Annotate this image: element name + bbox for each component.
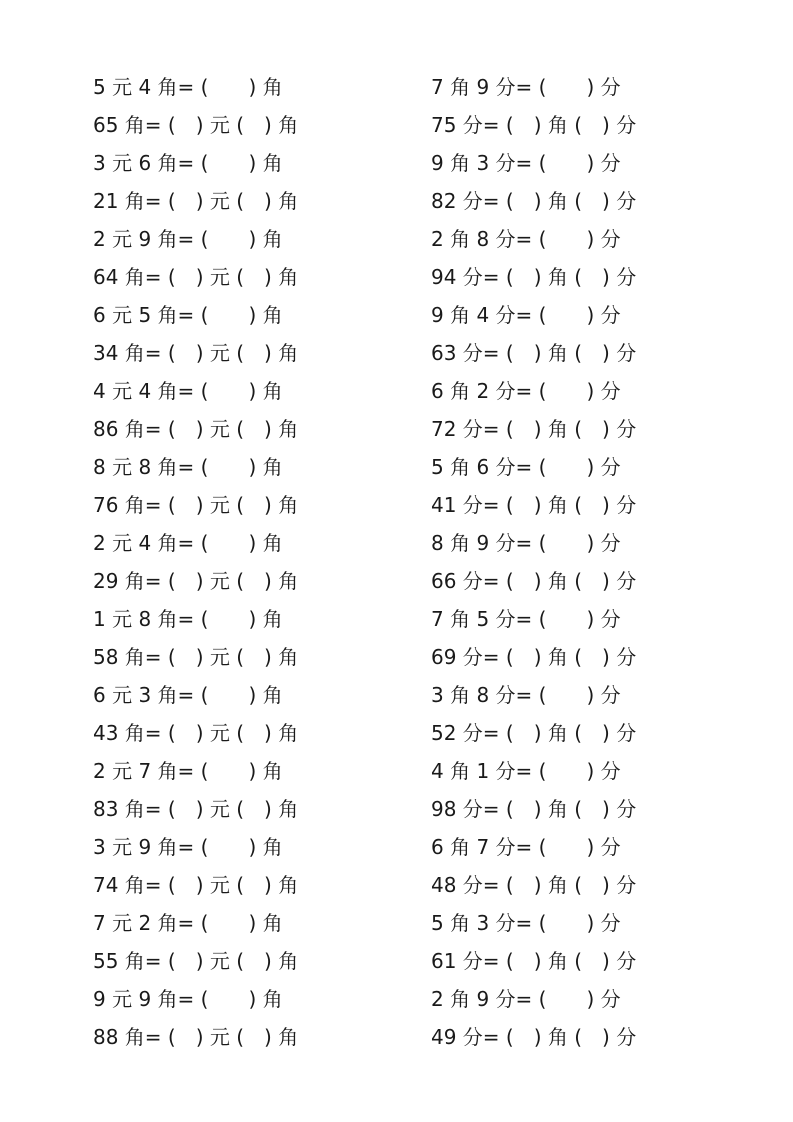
right-problem-column: [431, 68, 636, 1056]
problem-right-10: 72 分= ( ) 角 ( ) 分: [431, 417, 637, 441]
problem-right-1: 7 角 9 分= ( ) 分: [431, 75, 621, 99]
problem-right-24: 61 分= ( ) 角 ( ) 分: [431, 949, 637, 973]
left-problem-column: [93, 68, 298, 1056]
problem-left-23: 7 元 2 角= ( ) 角: [93, 911, 283, 935]
problem-left-22: 74 角= ( ) 元 ( ) 角: [93, 873, 299, 897]
problem-left-11: 8 元 8 角= ( ) 角: [93, 455, 283, 479]
problem-right-18: 52 分= ( ) 角 ( ) 分: [431, 721, 637, 745]
problem-left-10: 86 角= ( ) 元 ( ) 角: [93, 417, 299, 441]
problem-left-3: 3 元 6 角= ( ) 角: [93, 151, 283, 175]
problem-right-11: 5 角 6 分= ( ) 分: [431, 455, 621, 479]
problem-left-5: 2 元 9 角= ( ) 角: [93, 227, 283, 251]
problem-right-3: 9 角 3 分= ( ) 分: [431, 151, 621, 175]
problem-left-9: 4 元 4 角= ( ) 角: [93, 379, 283, 403]
problem-right-15: 7 角 5 分= ( ) 分: [431, 607, 621, 631]
problem-left-13: 2 元 4 角= ( ) 角: [93, 531, 283, 555]
problem-left-26: 88 角= ( ) 元 ( ) 角: [93, 1025, 299, 1049]
problem-right-7: 9 角 4 分= ( ) 分: [431, 303, 621, 327]
problem-right-16: 69 分= ( ) 角 ( ) 分: [431, 645, 637, 669]
problem-left-15: 1 元 8 角= ( ) 角: [93, 607, 283, 631]
problem-right-23: 5 角 3 分= ( ) 分: [431, 911, 621, 935]
problem-left-12: 76 角= ( ) 元 ( ) 角: [93, 493, 299, 517]
problem-right-9: 6 角 2 分= ( ) 分: [431, 379, 621, 403]
problem-right-26: 49 分= ( ) 角 ( ) 分: [431, 1025, 637, 1049]
problem-right-4: 82 分= ( ) 角 ( ) 分: [431, 189, 637, 213]
problem-right-19: 4 角 1 分= ( ) 分: [431, 759, 621, 783]
problem-left-8: 34 角= ( ) 元 ( ) 角: [93, 341, 299, 365]
problem-left-20: 83 角= ( ) 元 ( ) 角: [93, 797, 299, 821]
problem-left-7: 6 元 5 角= ( ) 角: [93, 303, 283, 327]
problem-right-21: 6 角 7 分= ( ) 分: [431, 835, 621, 859]
problem-left-14: 29 角= ( ) 元 ( ) 角: [93, 569, 299, 593]
problem-right-6: 94 分= ( ) 角 ( ) 分: [431, 265, 637, 289]
problem-left-1: 5 元 4 角= ( ) 角: [93, 75, 283, 99]
problem-right-2: 75 分= ( ) 角 ( ) 分: [431, 113, 637, 137]
problem-left-19: 2 元 7 角= ( ) 角: [93, 759, 283, 783]
problem-right-5: 2 角 8 分= ( ) 分: [431, 227, 621, 251]
problem-right-17: 3 角 8 分= ( ) 分: [431, 683, 621, 707]
problem-right-22: 48 分= ( ) 角 ( ) 分: [431, 873, 637, 897]
problem-left-4: 21 角= ( ) 元 ( ) 角: [93, 189, 299, 213]
problem-right-13: 8 角 9 分= ( ) 分: [431, 531, 621, 555]
problem-right-12: 41 分= ( ) 角 ( ) 分: [431, 493, 637, 517]
problem-right-20: 98 分= ( ) 角 ( ) 分: [431, 797, 637, 821]
problem-left-24: 55 角= ( ) 元 ( ) 角: [93, 949, 299, 973]
problem-right-14: 66 分= ( ) 角 ( ) 分: [431, 569, 637, 593]
problem-right-25: 2 角 9 分= ( ) 分: [431, 987, 621, 1011]
problem-left-16: 58 角= ( ) 元 ( ) 角: [93, 645, 299, 669]
problem-left-18: 43 角= ( ) 元 ( ) 角: [93, 721, 299, 745]
problem-left-25: 9 元 9 角= ( ) 角: [93, 987, 283, 1011]
problem-left-6: 64 角= ( ) 元 ( ) 角: [93, 265, 299, 289]
problem-left-2: 65 角= ( ) 元 ( ) 角: [93, 113, 299, 137]
problem-left-21: 3 元 9 角= ( ) 角: [93, 835, 283, 859]
problem-left-17: 6 元 3 角= ( ) 角: [93, 683, 283, 707]
problem-right-8: 63 分= ( ) 角 ( ) 分: [431, 341, 637, 365]
